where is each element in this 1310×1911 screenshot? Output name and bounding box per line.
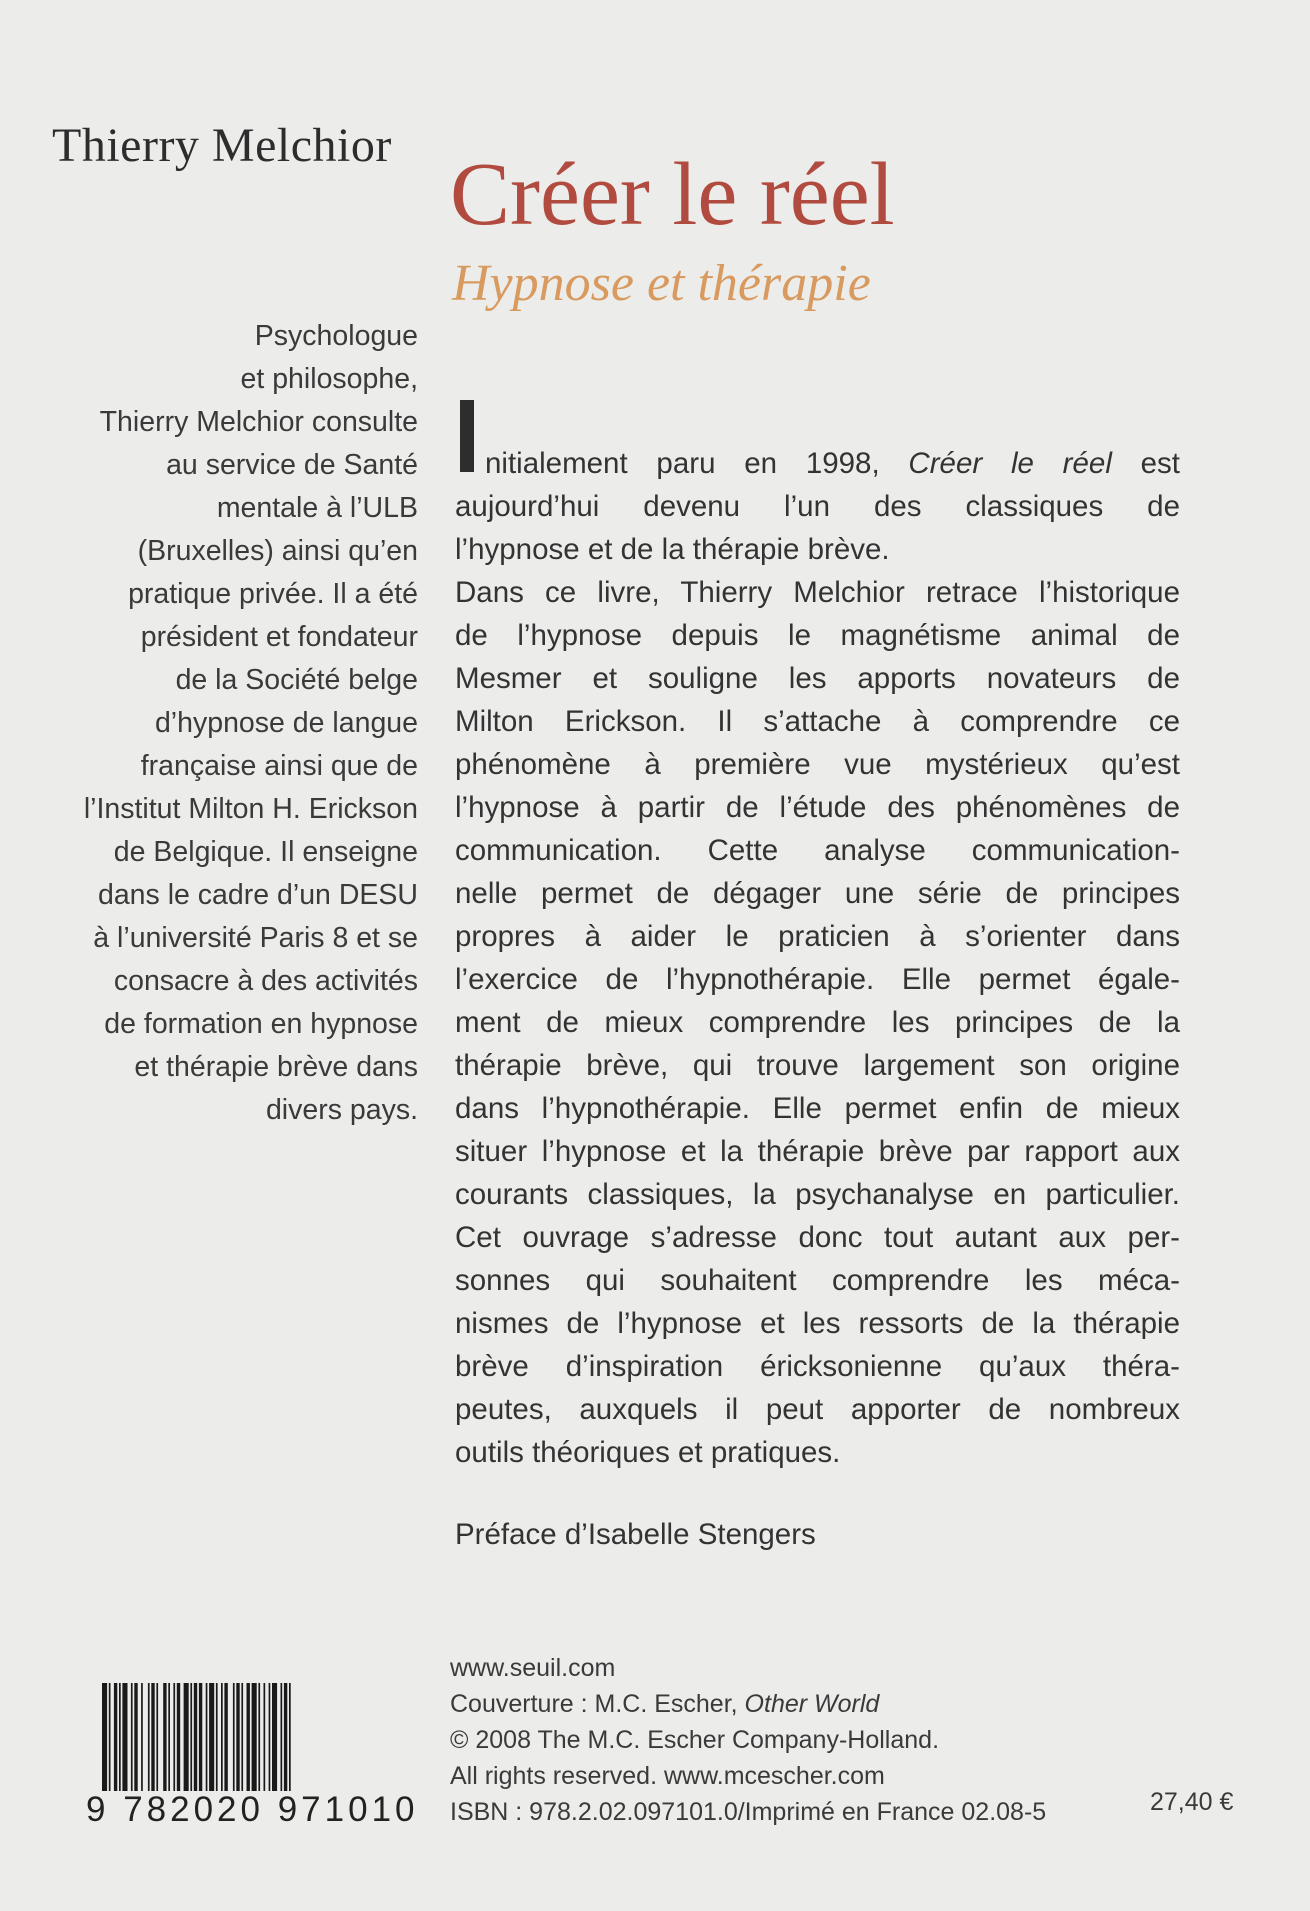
description-line: l’hypnose à partir de l’étude des phénomènes de (455, 791, 1180, 824)
bio-line: consacre à des activités (113, 965, 418, 997)
price: 27,40 € (1150, 1788, 1234, 1816)
description-line: situer l’hypnose et la thérapie brève par rapport aux (455, 1135, 1180, 1168)
description-line: Milton Erickson. Il s’attache à comprendre ce (455, 705, 1180, 738)
description-line: phénomène à première vue mystérieux qu’est (455, 748, 1180, 781)
description-line: outils théoriques et pratiques. (455, 1436, 841, 1469)
barcode-number: 9 782020 971010 (86, 1790, 419, 1829)
copyright-line: © 2008 The M.C. Escher Company-Holland. (450, 1726, 940, 1754)
bio-line: et philosophe, (240, 363, 418, 395)
barcode-bar (184, 1683, 189, 1791)
barcode-bar (241, 1683, 243, 1791)
barcode-bar (177, 1683, 180, 1791)
description-line: thérapie brève, qui trouve largement son origine (455, 1049, 1180, 1082)
description-line: dans l’hypnothérapie. Elle permet enfin de mieux (455, 1092, 1180, 1125)
description-line: Mesmer et souligne les apports novateurs de (455, 662, 1180, 695)
bio-line: de Belgique. Il enseigne (113, 836, 418, 868)
book-subtitle: Hypnose et thérapie (452, 255, 871, 312)
bio-line: (Bruxelles) ainsi qu’en (137, 535, 418, 567)
description-line: l’exercice de l’hypnothérapie. Elle permet égale- (455, 963, 1180, 996)
bio-line: de la Société belge (175, 664, 418, 696)
barcode-bar (281, 1683, 283, 1791)
description-line: l’hypnose et de la thérapie brève. (455, 533, 890, 566)
barcode-bar (134, 1683, 137, 1791)
book-description (455, 442, 1180, 1474)
description-line: communication. Cette analyse communication- (455, 834, 1180, 867)
description-line: de l’hypnose depuis le magnétisme animal de (455, 619, 1180, 652)
bio-line: pratique privée. Il a été (128, 578, 418, 610)
barcode-bar (258, 1683, 260, 1791)
barcode-bar (224, 1683, 227, 1791)
description-line: nitialement paru en 1998, Créer le réel est (485, 447, 1180, 480)
bio-line: française ainsi que de (140, 750, 418, 782)
cover-credit: Couverture : M.C. Escher, Other World (450, 1690, 880, 1718)
barcode-bar (221, 1683, 223, 1791)
barcode-bar (247, 1683, 250, 1791)
barcode-bar (284, 1683, 287, 1791)
bio-line: d’hypnose de langue (154, 707, 418, 739)
publisher-website: www.seuil.com (450, 1654, 616, 1682)
barcode-bar (151, 1683, 154, 1791)
isbn-line: ISBN : 978.2.02.097101.0/Imprimé en France 02.08-5 (450, 1798, 1047, 1826)
bio-line: au service de Santé (166, 449, 418, 481)
bio-line: dans le cadre d’un DESU (97, 879, 418, 911)
barcode-bar (272, 1683, 277, 1791)
author-name: Thierry Melchior (52, 119, 392, 172)
bio-line: Thierry Melchior consulte (99, 406, 418, 438)
bio-line: président et fondateur (140, 621, 418, 653)
barcode-bar (233, 1683, 235, 1791)
barcode-bar (122, 1683, 127, 1791)
description-line: brève d’inspiration éricksonienne qu’aux théra- (455, 1350, 1180, 1383)
bio-line: divers pays. (265, 1094, 418, 1126)
barcode-bar (190, 1683, 192, 1791)
barcode-bar (156, 1683, 158, 1791)
bio-line: l’Institut Milton H. Erickson (83, 793, 418, 825)
bio-line: de formation en hypnose (104, 1008, 418, 1040)
barcode-bar (209, 1683, 214, 1791)
barcode-bar (109, 1683, 111, 1791)
description-line: courants classiques, la psychanalyse en particulier. (455, 1178, 1180, 1211)
barcode-bar (102, 1683, 107, 1791)
book-title: Créer le réel (450, 145, 895, 244)
barcode-bar (173, 1683, 175, 1791)
barcode-bar (289, 1683, 291, 1791)
barcode-bar (199, 1683, 202, 1791)
bio-line: et thérapie brève dans (134, 1051, 418, 1083)
description-line: nismes de l’hypnose et les ressorts de la thérapie (455, 1307, 1180, 1340)
barcode-bar (264, 1683, 266, 1791)
barcode-bar (148, 1683, 150, 1791)
description-line: nelle permet de dégager une série de principes (455, 877, 1180, 910)
barcode-bar (141, 1683, 143, 1791)
description-line: ment de mieux comprendre les principes de la (455, 1006, 1180, 1039)
description-line: sonnes qui souhaitent comprendre les méca- (455, 1264, 1180, 1297)
barcode-bar (269, 1683, 271, 1791)
barcode (100, 1683, 420, 1791)
barcode-bar (194, 1683, 197, 1791)
bio-line: à l’université Paris 8 et se (93, 922, 418, 954)
preface-credit: Préface d’Isabelle Stengers (455, 1518, 816, 1551)
description-line: peutes, auxquels il peut apporter de nombreux (455, 1393, 1180, 1426)
rights-line: All rights reserved. www.mcescher.com (450, 1762, 885, 1790)
barcode-bar (163, 1683, 166, 1791)
description-line: propres à aider le praticien à s’orienter dans (455, 920, 1180, 953)
bio-line: Psychologue (254, 320, 418, 352)
barcode-bar (168, 1683, 170, 1791)
publisher-credits (450, 1650, 1046, 1830)
barcode-bar (114, 1683, 117, 1791)
description-line: aujourd’hui devenu l’un des classiques de (455, 490, 1180, 523)
barcode-bar (216, 1683, 218, 1791)
barcode-bar (206, 1683, 208, 1791)
barcode-bar (119, 1683, 121, 1791)
barcode-bar (252, 1683, 257, 1791)
description-line: Dans ce livre, Thierry Melchior retrace l’historique (455, 576, 1180, 609)
bio-line: mentale à l’ULB (216, 492, 418, 524)
barcode-bar (131, 1683, 133, 1791)
author-bio (18, 315, 418, 1132)
barcode-bar (236, 1683, 239, 1791)
description-line: Cet ouvrage s’adresse donc tout autant aux per- (455, 1221, 1180, 1254)
